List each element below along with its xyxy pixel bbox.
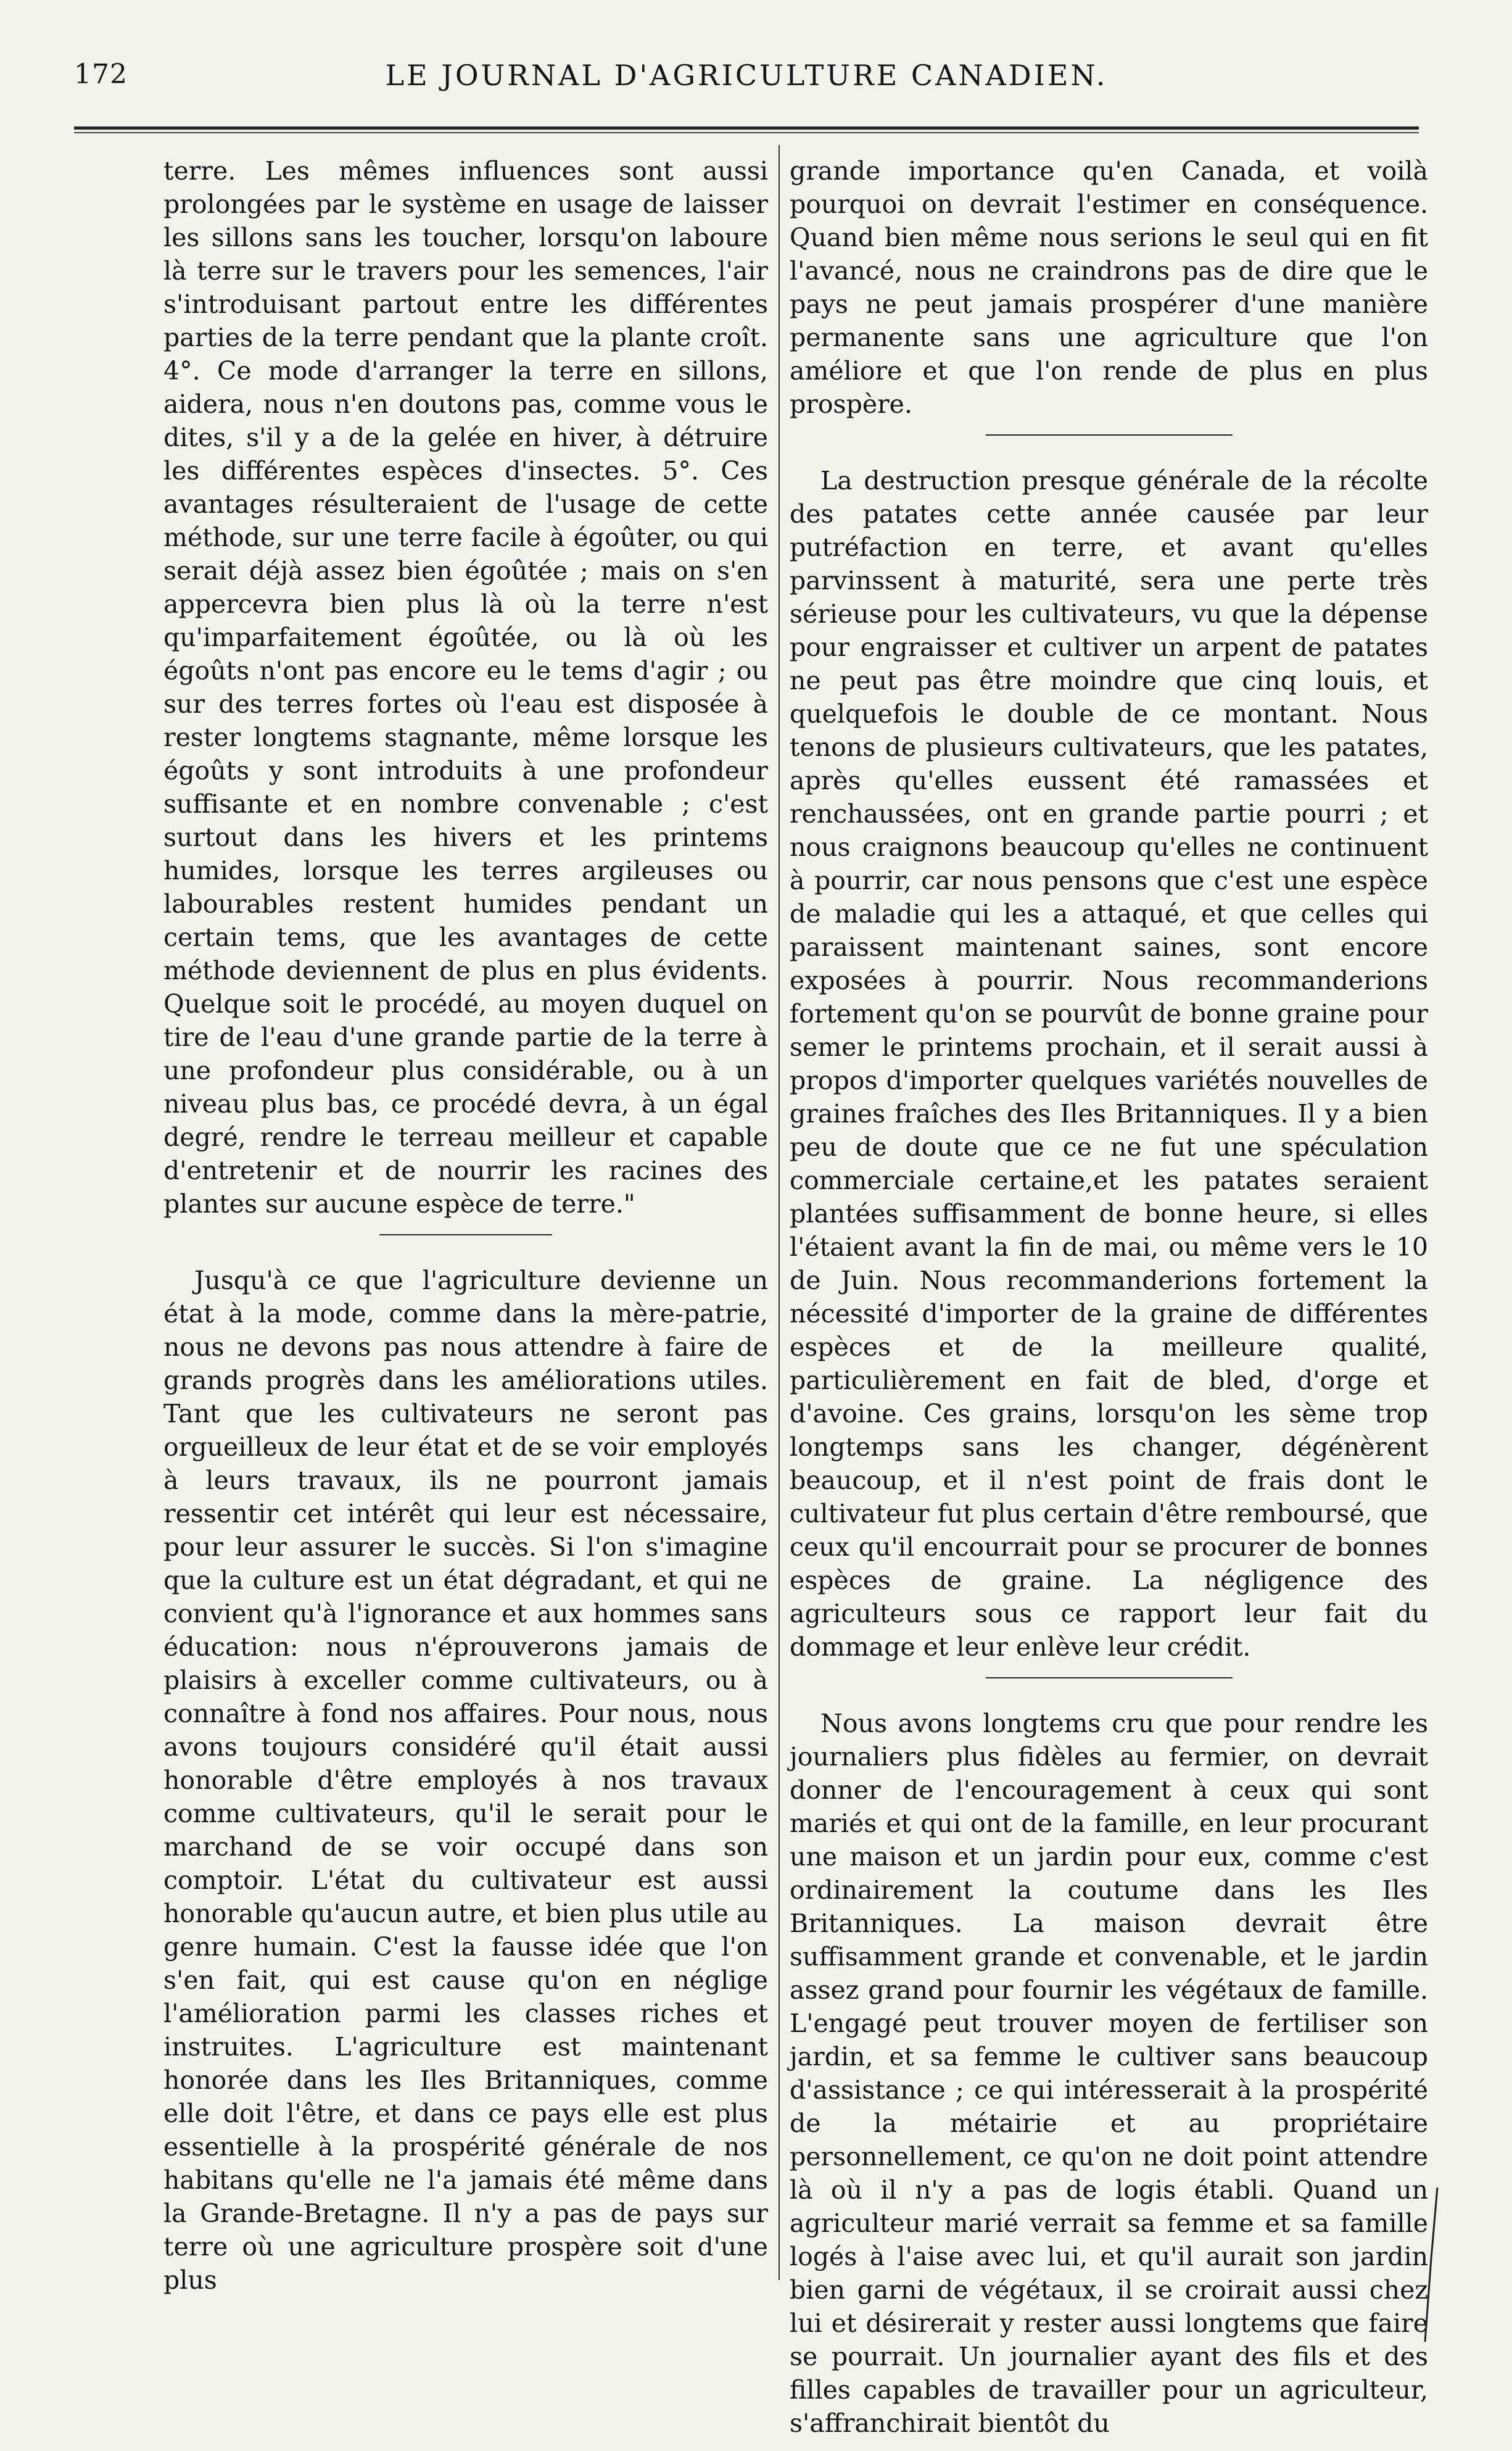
running-title: LE JOURNAL D'AGRICULTURE CANADIEN.	[385, 59, 1108, 92]
right-column	[790, 154, 1428, 2451]
margin-pencil-mark	[1413, 2184, 1450, 2345]
header-rule	[74, 126, 1419, 130]
column-divider	[779, 145, 780, 2280]
section-separator	[986, 434, 1233, 436]
page-number: 172	[74, 59, 128, 90]
left-paragraph-2: Jusqu'à ce que l'agriculture devienne un état à la mode, comme dans la mère-patrie, nous ne devons pas nous attendre à faire de grands progrès dans les améliorations utiles. Tant que les cultivateurs ne seront pas orgueilleux de leur état et de se voir employés à leurs travaux, ils ne pourront jamais ressentir cet intérêt qui leur est nécessaire, pour leur assurer le succès. Si l'on s'imagine que la culture est un état dégradant, et qui ne convient qu'à l'ignorance et aux hommes sans éducation: nous n'éprouverons jamais de plaisirs à exceller comme cultivateurs, ou à connaître à fond nos affaires. Pour nous, nous avons toujours considéré qu'il était aussi honorable d'être employés à nos travaux comme cultivateurs, qu'il le serait pour le marchand de se voir occupé dans son comptoir. L'état du cultivateur est aussi honorable qu'aucun autre, et bien plus utile au genre humain. C'est la fausse idée que l'on s'en fait, qui est cause qu'on en néglige l'amélioration parmi les classes riches et instruites. L'agriculture est maintenant honorée dans les Iles Britanniques, comme elle doit l'être, et dans ce pays elle est plus essentielle à la prospérité générale de nos habitans qu'elle ne l'a jamais été même dans la Grande-Bretagne. Il n'y a pas de pays sur terre où une agriculture prospère soit d'une plus	[163, 1266, 768, 2295]
left-column	[163, 154, 768, 2308]
section-separator	[379, 1234, 552, 1235]
left-paragraph-1: terre. Les mêmes influences sont aussi prolongées par le système en usage de laisser les sillons sans les toucher, lorsqu'on laboure là terre sur le travers pour les semences, l'air s'introduisant partout entre les différentes parties de la terre pendant que la plante croît. 4°. Ce mode d'arranger la terre en sillons, aidera, nous n'en doutons pas, comme vous le dites, s'il y a de la gelée en hiver, à détruire les différentes espèces d'insectes. 5°. Ces avantages résulteraient de l'usage de cette méthode, sur une terre facile à égoûter, ou qui serait déjà assez bien égoûtée ; mais on s'en appercevra bien plus là où la terre n'est qu'imparfaitement égoûtée, ou là où les égoûts n'ont pas encore eu le tems d'agir ; ou sur des terres fortes où l'eau est disposée à rester longtems stagnante, même lorsque les égoûts y sont introduits à une profondeur suffisante et en nombre convenable ; c'est surtout dans les hivers et les printems humides, lorsque les terres argileuses ou labourables restent humides pendant un certain tems, que les avantages de cette méthode deviennent de plus en plus évidents. Quelque soit le procédé, au moyen duquel on tire de l'eau d'une grande partie de la terre à une profondeur plus considérable, ou à un niveau plus bas, ce procédé devra, à un égal degré, rendre le terreau meilleur et capable d'entretenir et de nourrir les racines des plantes sur aucune espèce de terre."	[163, 156, 768, 1219]
right-paragraph-1: grande importance qu'en Canada, et voilà pourquoi on devrait l'estimer en conséquence. Quand bien même nous serions le seul qui en fit l'avancé, nous ne craindrons pas de dire que le pays ne peut jamais prospérer d'une manière permanente sans une agriculture que l'on améliore et que l'on rende de plus en plus prospère.	[790, 156, 1428, 419]
header-rule-thin	[74, 132, 1419, 133]
page-header	[74, 59, 1419, 108]
right-paragraph-3: Nous avons longtems cru que pour rendre les journaliers plus fidèles au fermier, on devrait donner de l'encouragement à ceux qui sont mariés et qui ont de la famille, en leur procurant une maison et un jardin pour eux, comme c'est ordinairement la coutume dans les Iles Britanniques. La maison devrait être suffisamment grande et convenable, et le jardin assez grand pour fournir les végétaux de famille. L'engagé peut trouver moyen de fertiliser son jardin, et sa femme le cultiver sans beaucoup d'assistance ; ce qui intéresserait à la prospérité de la métairie et au propriétaire personnellement, ce qu'on ne doit point attendre là où il n'y a pas de logis établi. Quand un agriculteur marié verrait sa femme et sa famille logés à l'aise avec lui, et qu'il aurait son jardin bien garni de végétaux, il se croirait aussi chez lui et désirerait y rester aussi longtems que faire se pourrait. Un journalier ayant des fils et des filles capables de travailler pour un agriculteur, s'affranchirait bientôt du	[790, 1709, 1428, 2438]
right-paragraph-2: La destruction presque générale de la récolte des patates cette année causée par leur putréfaction en terre, et avant qu'elles parvinssent à maturité, sera une perte très sérieuse pour les cultivateurs, vu que la dépense pour engraisser et cultiver un arpent de patates ne peut pas être moindre que cinq louis, et quelquefois le double de ce montant. Nous tenons de plusieurs cultivateurs, que les patates, après qu'elles eussent été ramassées et renchaussées, ont en grande partie pourri ; et nous craignons beaucoup qu'elles ne continuent à pourrir, car nous pensons que c'est une espèce de maladie qui les a attaqué, et que celles qui paraissent maintenant saines, sont encore exposées à pourrir. Nous recommanderions fortement qu'on se pourvût de bonne graine pour semer le printems prochain, et il serait aussi à propos d'importer quelques variétés nouvelles de graines fraîches des Iles Britanniques. Il y a bien peu de doute que ce ne fut une spéculation commerciale certaine,et les patates seraient plantées suffisamment de bonne heure, si elles l'étaient avant la fin de mai, ou même vers le 10 de Juin. Nous recommanderions fortement la nécessité d'importer de la graine de différentes espèces et de la meilleure qualité, particulièrement en fait de bled, d'orge et d'avoine. Ces grains, lorsqu'on les sème trop longtemps sans les changer, dégénèrent beaucoup, et il n'est point de frais dont le cultivateur fut plus certain d'être remboursé, que ceux qu'il encourrait pour se procurer de bonnes espèces de graine. La négligence des agriculteurs sous ce rapport leur fait du dommage et leur enlève leur crédit.	[790, 466, 1428, 1662]
section-separator	[986, 1677, 1233, 1678]
